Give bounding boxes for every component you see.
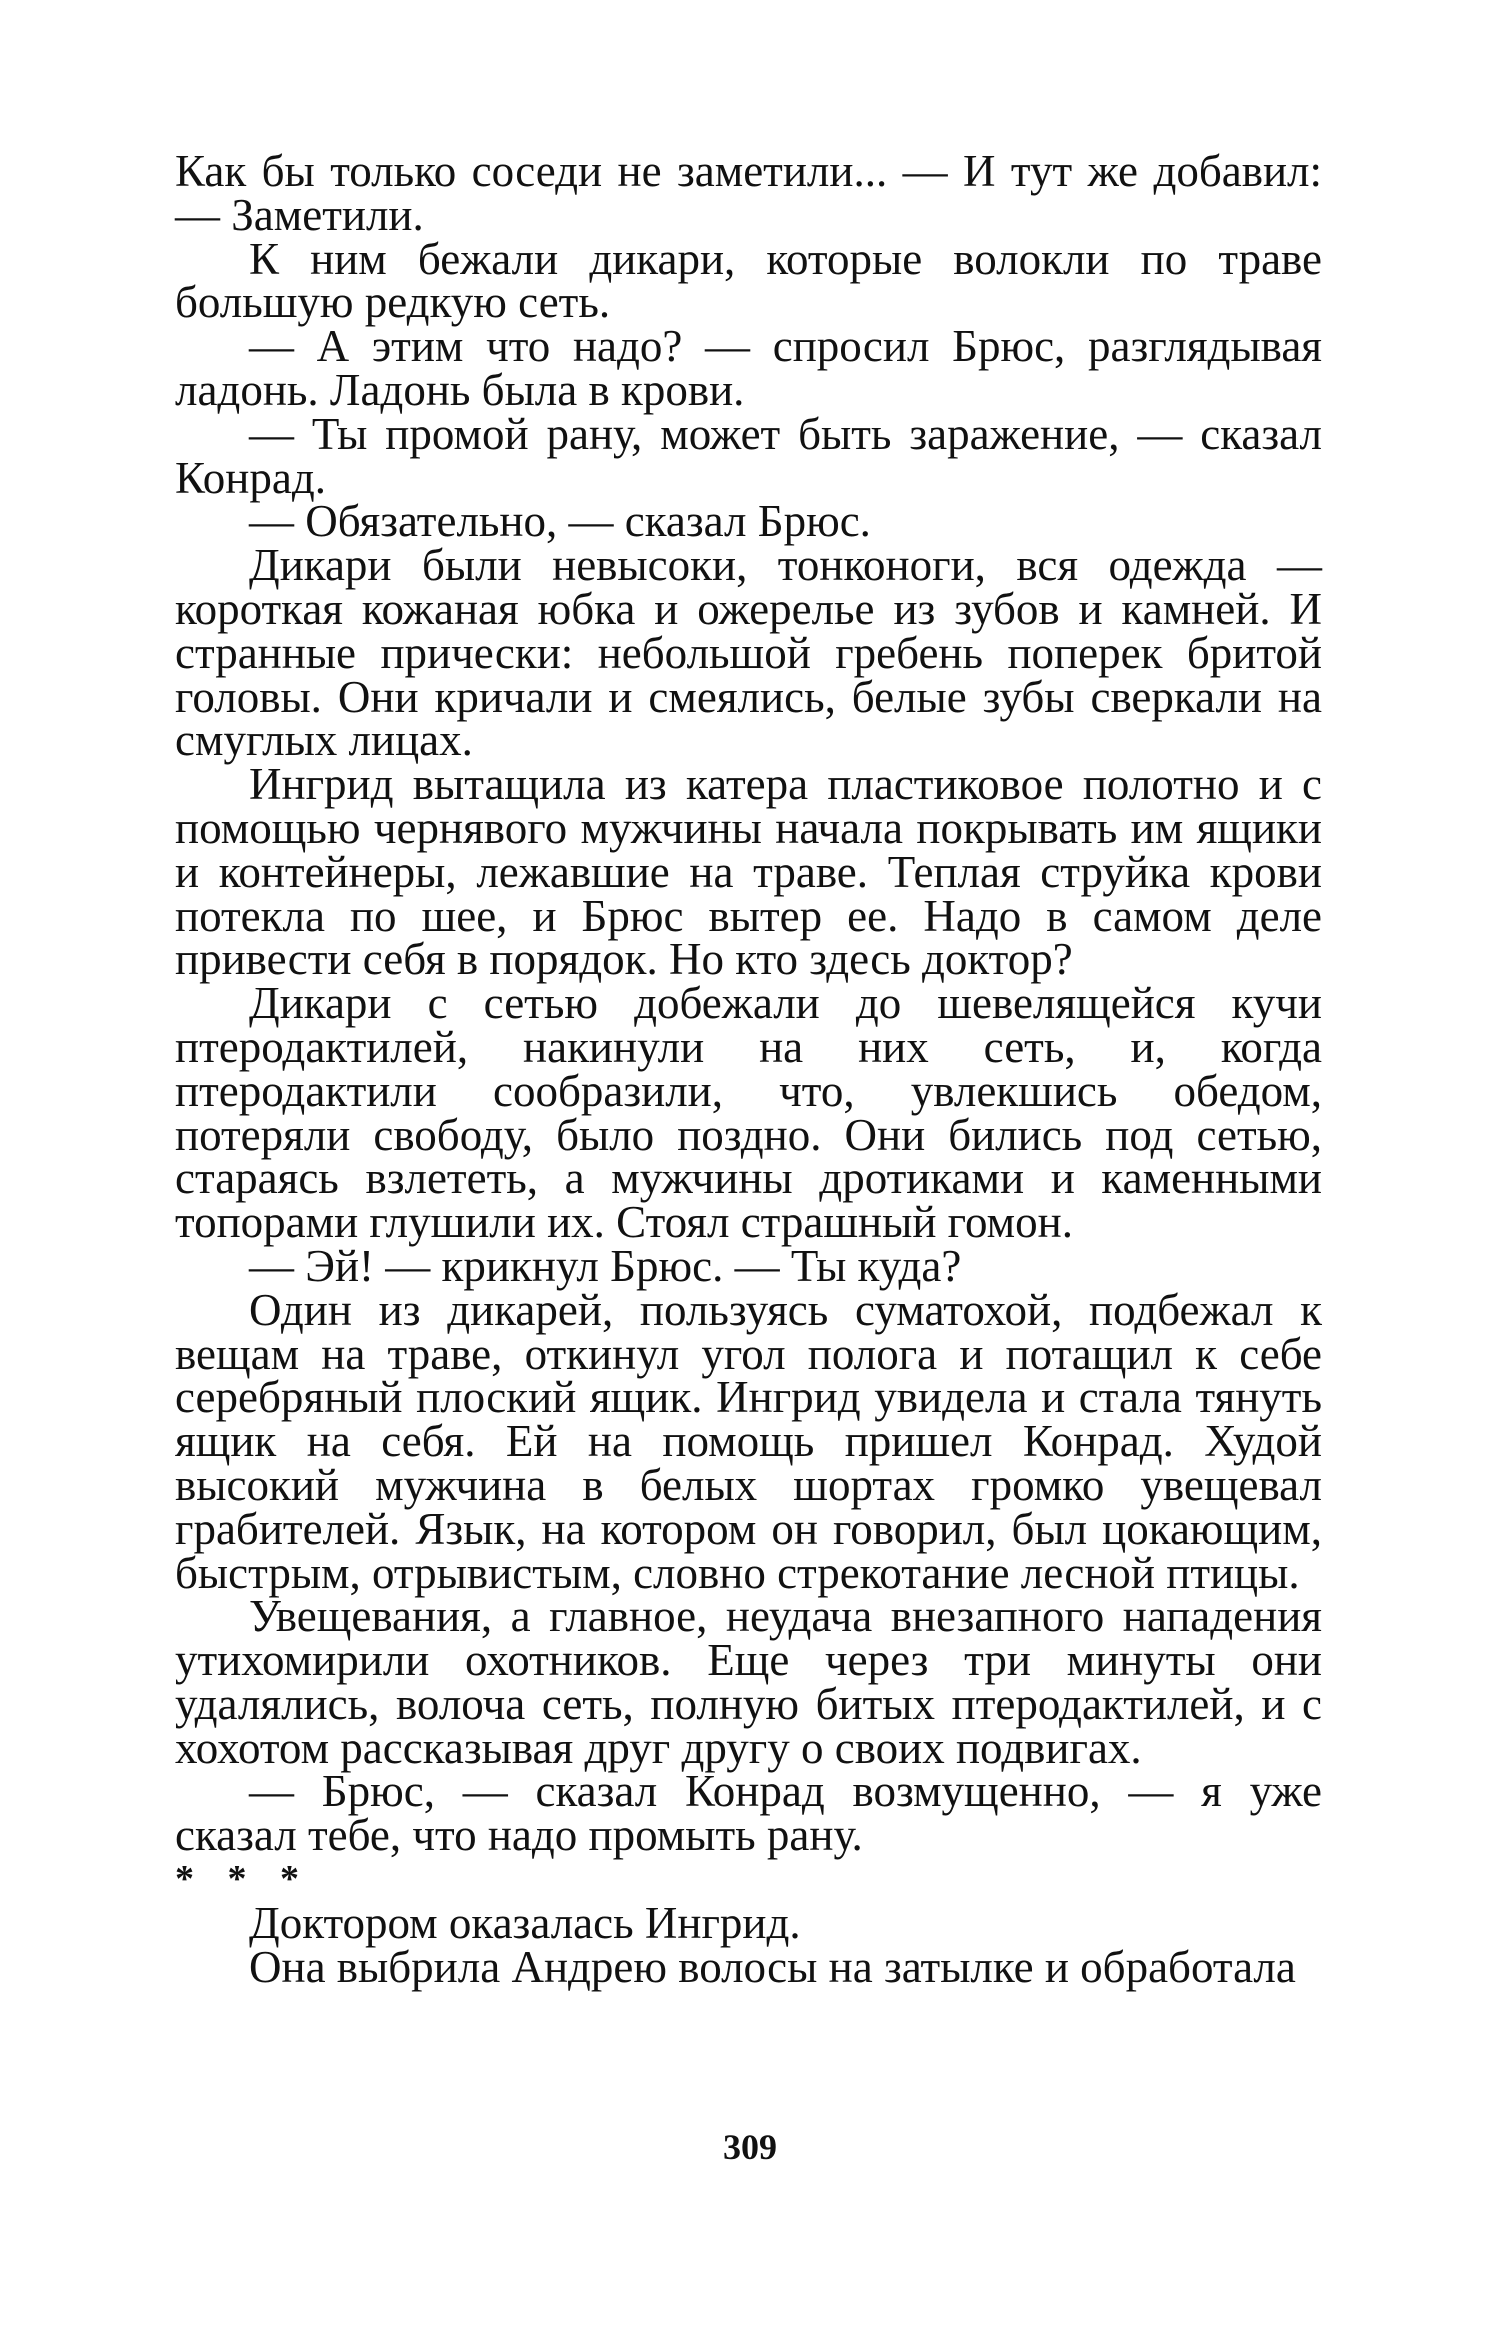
section-separator: * * * <box>175 1858 311 1901</box>
paragraph: Как бы только соседи не заметили... — И тут же добавил: — Заметили. <box>175 146 1322 240</box>
paragraph: Дикари с сетью добежали до шевелящейся кучи птеродактилей, накинули на них сеть, и, когда птеродактили сообразили, что, увлекшись обедом, потеряли свободу, было поздно. Они бились под сетью, стараясь взлететь, а мужчины дротиками и каменными топорами глушили их. Стоял страшный гомон. <box>175 978 1322 1248</box>
page-number: 309 <box>723 2127 777 2167</box>
body-text <box>175 146 1322 1992</box>
paragraph: Увещевания, а главное, неудача внезапного нападения утихомирили охотников. Еще через три минуты они удалялись, волоча сеть, полную битых птеродактилей, и с хохотом рассказывая друг другу о своих подвигах. <box>175 1591 1322 1773</box>
paragraph: — Эй! — крикнул Брюс. — Ты куда? <box>249 1240 962 1291</box>
paragraph: — Брюс, — сказал Конрад возмущенно, — я уже сказал тебе, что надо промыть рану. <box>175 1766 1322 1861</box>
paragraph: — А этим что надо? — спросил Брюс, разглядывая ладонь. Ладонь была в крови. <box>175 321 1322 415</box>
paragraph: Доктором оказалась Ингрид. <box>249 1897 801 1948</box>
paragraph: Один из дикарей, пользуясь суматохой, подбежал к вещам на траве, откинул угол полога и потащил к себе серебряный плоский ящик. Ингрид увидела и стала тянуть ящик на себя. Ей на помощь пришел Конрад. Худой высокий мужчина в белых шортах громко увещевал грабителей. Язык, на котором он говорил, был цокающим, быстрым, отрывистым, словно стрекотание лесной птицы. <box>175 1284 1322 1598</box>
paragraph: — Обязательно, — сказал Брюс. <box>249 496 871 547</box>
paragraph: Ингрид вытащила из катера пластиковое полотно и с помощью чернявого мужчины начала покрывать им ящики и контейнеры, лежавшие на траве. Теплая струйка крови потекла по шее, и Брюс вытер ее. Надо в самом деле привести себя в порядок. Но кто здесь доктор? <box>175 759 1322 985</box>
paragraph: — Ты промой рану, может быть заражение, — сказал Конрад. <box>175 408 1322 503</box>
paragraph: Она выбрила Андрею волосы на затылке и обработала <box>249 1941 1296 1992</box>
paragraph: К ним бежали дикари, которые волокли по траве большую редкую сеть. <box>175 233 1322 328</box>
paragraph: Дикари были невысоки, тонконоги, вся одежда — короткая кожаная юбка и ожерелье из зубов и камней. И странные прически: небольшой гребень поперек бритой головы. Они кричали и смеялись, белые зубы сверкали на смуглых лицах. <box>175 540 1322 766</box>
